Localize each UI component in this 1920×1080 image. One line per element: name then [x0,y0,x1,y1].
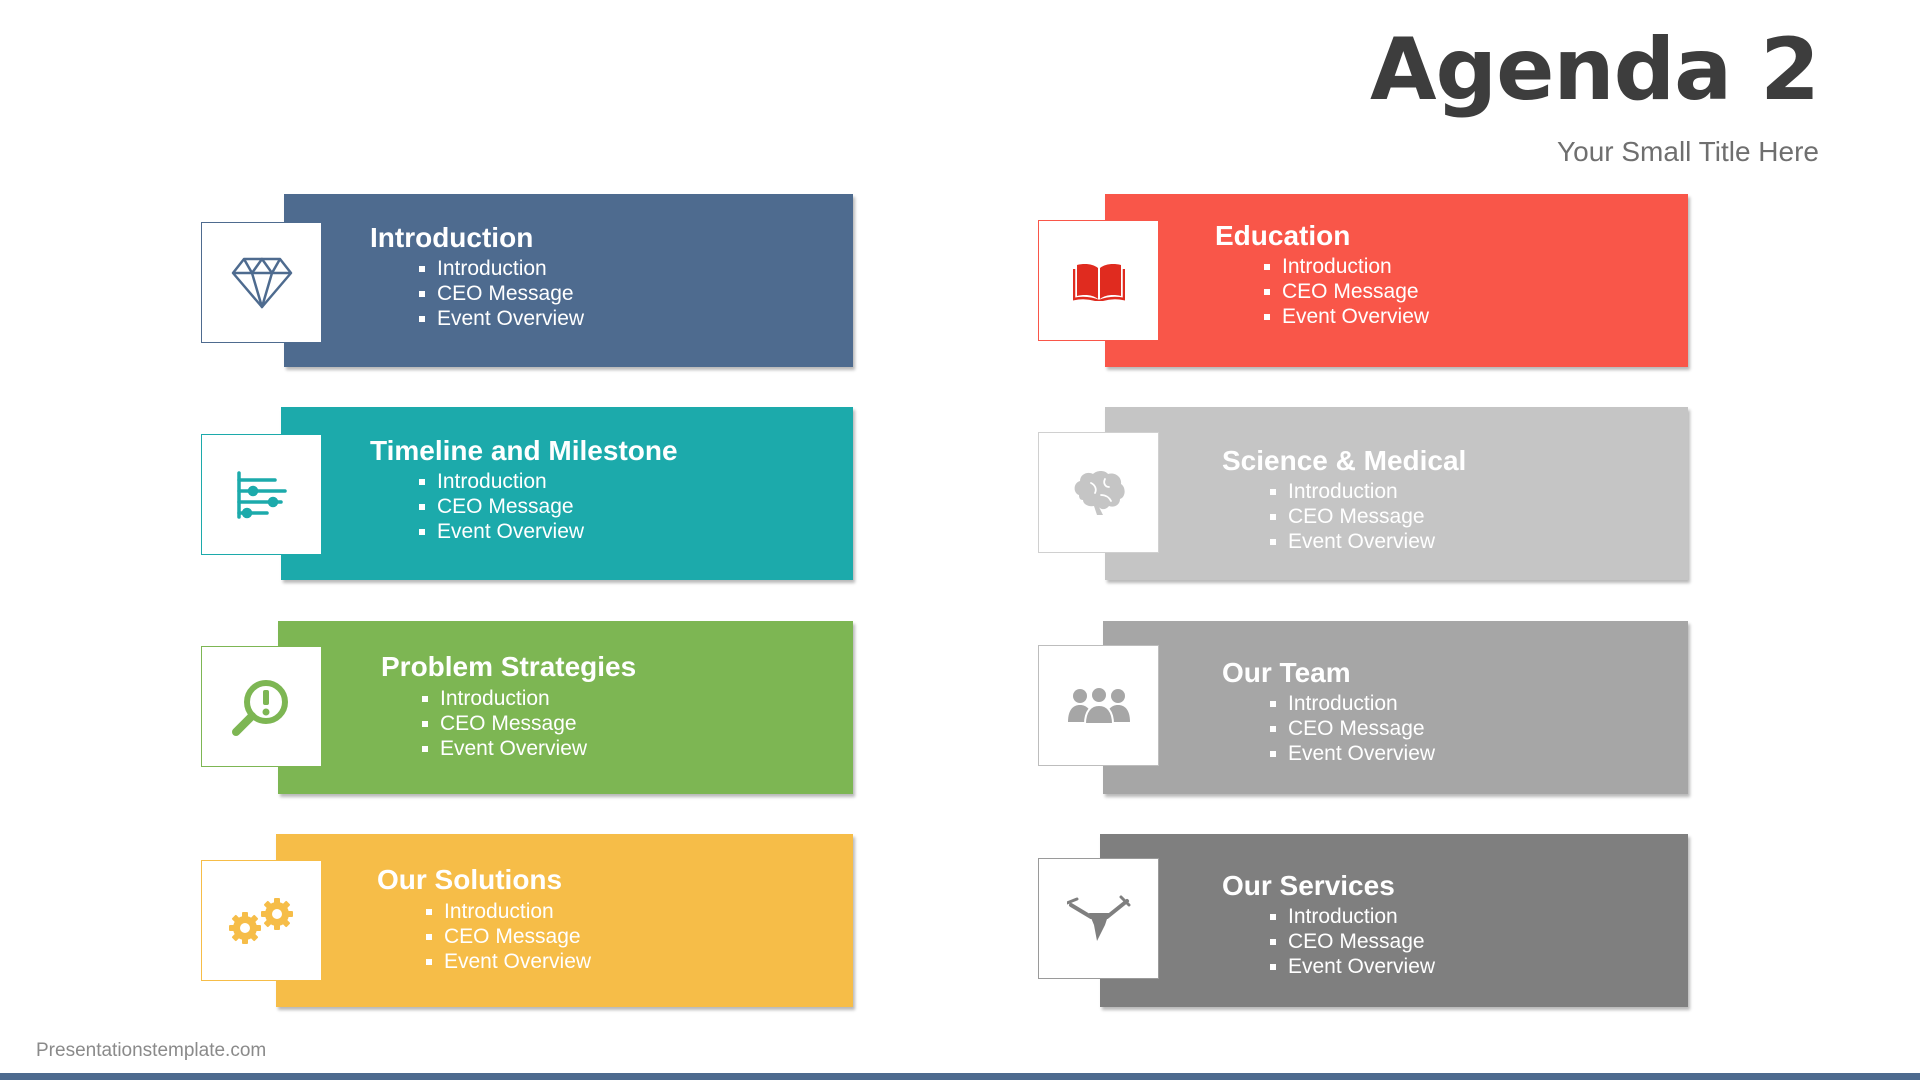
list-item: Introduction [422,686,587,711]
icon-box-introduction [201,222,322,343]
magnifier-alert-icon [230,676,294,738]
list-item: Introduction [1270,479,1435,504]
card-item-list [1270,904,1435,979]
agenda-card-our-services [1100,834,1688,1007]
icon-box-our-services [1038,858,1159,979]
agenda-card-our-solutions [276,834,853,1007]
list-item: Event Overview [426,949,591,974]
footer-bar [0,1073,1920,1080]
team-icon [1066,686,1132,726]
list-item: Event Overview [422,736,587,761]
diamond-icon [230,256,294,310]
card-item-list [419,469,584,544]
card-item-list [1270,479,1435,554]
list-item: Event Overview [1270,529,1435,554]
list-item: CEO Message [1270,929,1435,954]
footer-website-text: Presentationstemplate.com [36,1040,267,1061]
list-item: Introduction [1270,691,1435,716]
list-item: Introduction [419,256,584,281]
list-item: Event Overview [419,306,584,331]
card-title: Our Team [1222,657,1351,688]
icon-box-problem-strategies [201,646,322,767]
list-item: CEO Message [1270,716,1435,741]
list-item: Introduction [1264,254,1429,279]
list-item: Introduction [419,469,584,494]
card-item-list [1264,254,1429,329]
brain-icon [1071,469,1127,517]
list-item: Introduction [1270,904,1435,929]
list-item: Introduction [426,899,591,924]
icon-box-timeline [201,434,322,555]
list-item: Event Overview [1270,741,1435,766]
agenda-card-our-team [1103,621,1688,794]
timeline-icon [235,470,289,520]
page-title: Agenda 2 [1369,20,1819,120]
card-title: Timeline and Milestone [370,435,678,466]
agenda-card-science-medical [1105,407,1688,580]
agenda-card-problem-strategies [278,621,853,794]
list-item: CEO Message [426,924,591,949]
list-item: CEO Message [1264,279,1429,304]
card-item-list [419,256,584,331]
agenda-card-timeline [281,407,853,580]
card-title: Science & Medical [1222,445,1467,476]
card-title: Education [1215,220,1351,251]
agenda-card-introduction [284,194,853,367]
card-item-list [426,899,591,974]
icon-box-science-medical [1038,432,1159,553]
book-icon [1073,261,1125,301]
page-subtitle: Your Small Title Here [1557,136,1819,167]
card-item-list [422,686,587,761]
agenda-card-education [1105,194,1688,367]
icon-box-our-solutions [201,860,322,981]
list-item: CEO Message [419,494,584,519]
list-item: CEO Message [422,711,587,736]
icon-box-education [1038,220,1159,341]
card-title: Introduction [370,222,534,253]
card-title: Our Services [1222,870,1395,901]
icon-box-our-team [1038,645,1159,766]
card-item-list [1270,691,1435,766]
list-item: CEO Message [419,281,584,306]
list-item: Event Overview [1264,304,1429,329]
list-item: CEO Message [1270,504,1435,529]
gears-icon [225,896,299,946]
drone-icon [1067,895,1131,943]
list-item: Event Overview [1270,954,1435,979]
list-item: Event Overview [419,519,584,544]
card-title: Problem Strategies [381,651,637,682]
card-title: Our Solutions [377,864,563,895]
